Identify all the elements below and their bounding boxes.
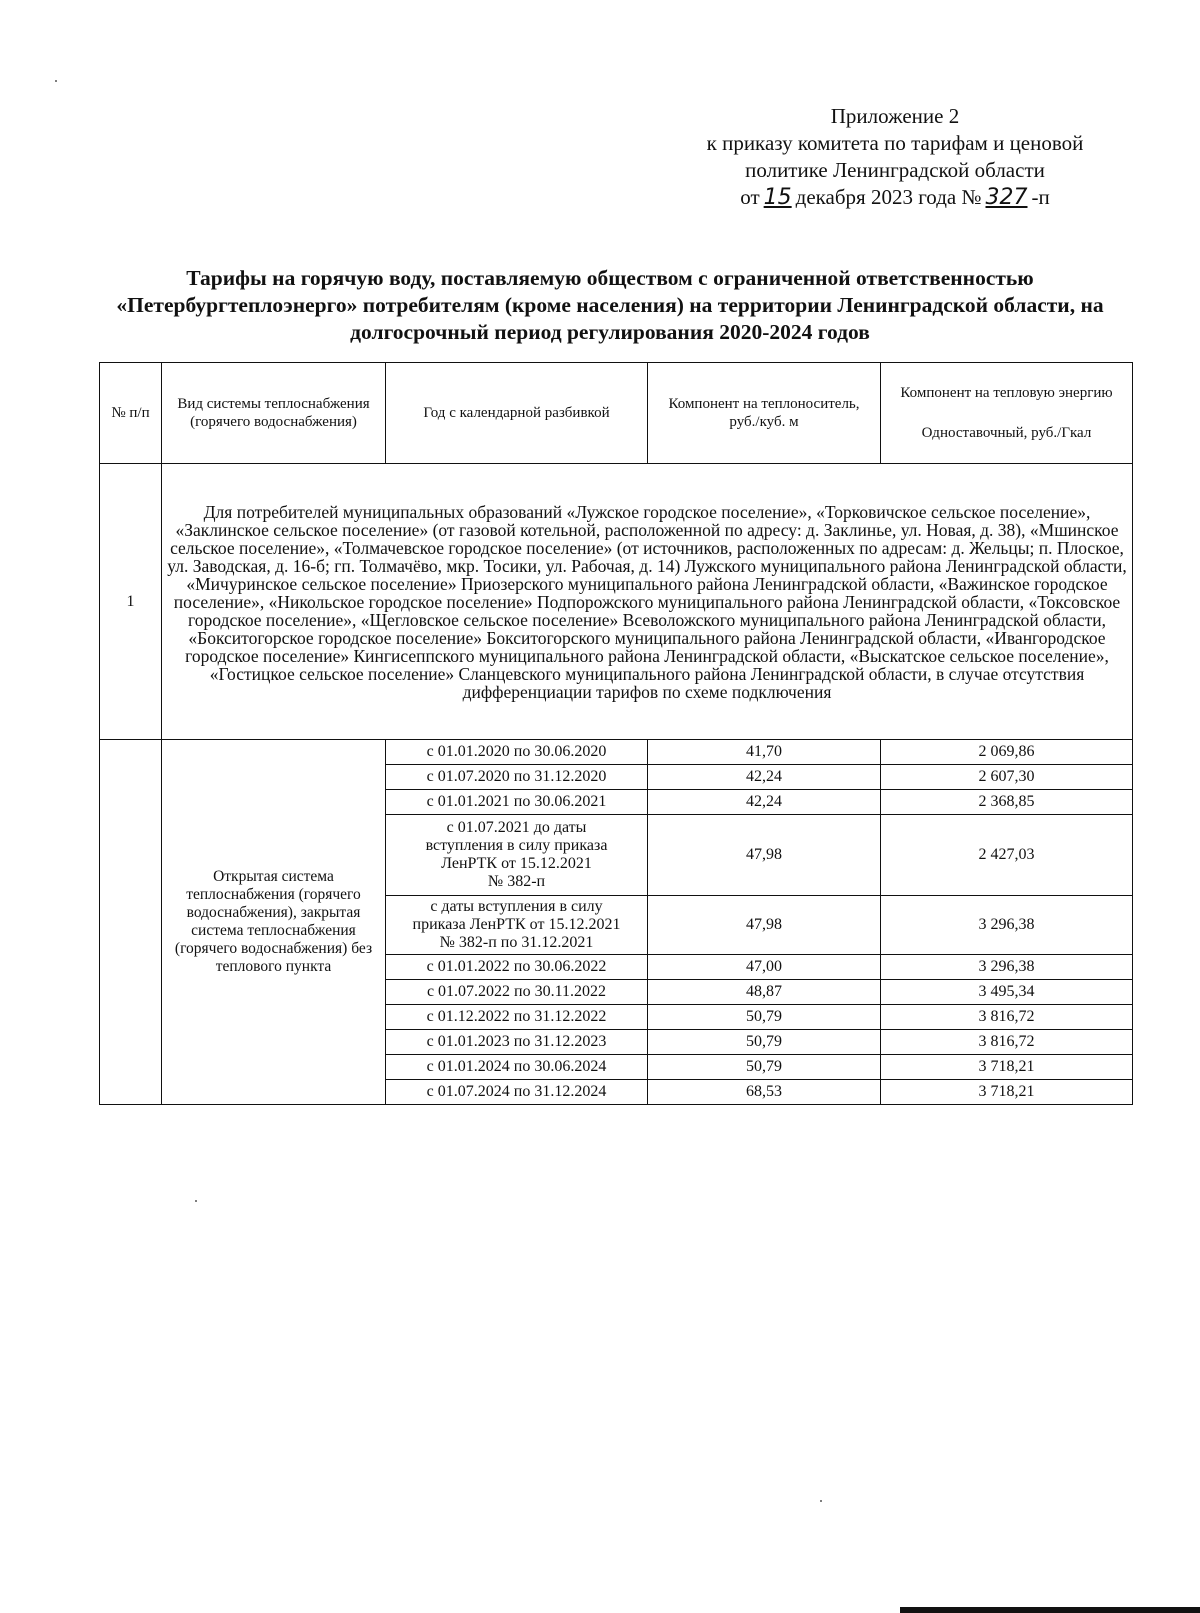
period-line: с 01.07.2021 до даты — [446, 819, 587, 836]
carrier-value: 41,70 — [648, 740, 881, 765]
period-cell: с 01.07.2020 по 31.12.2020 — [386, 765, 648, 790]
heat-value: 2 069,86 — [881, 740, 1133, 765]
period-line: приказа ЛенРТК от 15.12.2021 — [412, 916, 621, 933]
carrier-value: 47,00 — [648, 955, 881, 980]
table-row — [100, 740, 1133, 765]
heat-value: 3 296,38 — [881, 896, 1133, 955]
period-cell: с 01.01.2023 по 31.12.2023 — [386, 1030, 648, 1055]
carrier-value: 42,24 — [648, 765, 881, 790]
period-line: № 382-п — [487, 873, 546, 890]
carrier-value: 68,53 — [648, 1080, 881, 1105]
period-cell: с 01.07.2024 по 31.12.2024 — [386, 1080, 648, 1105]
period-line: ЛенРТК от 15.12.2021 — [441, 855, 592, 872]
carrier-value: 42,24 — [648, 790, 881, 815]
handwritten-order-number: 327 — [985, 185, 1028, 210]
appendix-date-line — [660, 184, 1130, 211]
period-cell: с 01.01.2024 по 30.06.2024 — [386, 1055, 648, 1080]
tariff-table — [99, 362, 1133, 1105]
appendix-line-3: политике Ленинградской области — [745, 158, 1045, 182]
period-cell: с 01.01.2022 по 30.06.2022 — [386, 955, 648, 980]
header-period: Год с календарной разбивкой — [386, 363, 648, 464]
period-line: № 382-п по 31.12.2021 — [439, 934, 594, 951]
scan-speck — [820, 1500, 822, 1502]
period-cell: с 01.01.2021 по 30.06.2021 — [386, 790, 648, 815]
scope-description: Для потребителей муниципальных образований «Лужское городское поселение», «Торковичское сельское поселение», «Заклинское сельское поселение» (от газовой котельной, расположенной по адресу: д. Заклинье, ул. Новая, д. 38), «Мшинское сельское поселение», «Толмачевское городское поселение» (от источников, расположенных по адресам: д. Жельцы; п. Плоское, ул. Заводская, д. 16-б; гп. Толмачёво, мкр. Тосики, ул. Рабочая, д. 14) Лужского муниципального района Ленинградской области, «Мичуринское сельское поселение» Приозерского муниципального района Ленинградской области, «Важинское городское поселение», «Никольское городское поселение» Подпорожского муниципального района Ленинградской области, «Токсовское городское поселение», «Щегловское сельское поселение» Всеволожского муниципального района Ленинградской области, «Бокситогорское городское поселение» Бокситогорского муниципального района Ленинградской области, «Ивангородское городское поселение» Кингисеппского муниципального района Ленинградской области, «Выскатское сельское поселение», «Гостицкое сельское поселение» Сланцевского муниципального района Ленинградской области, в случае отсутствия дифференциации тарифов по схеме подключения — [162, 464, 1133, 740]
heat-value: 2 427,03 — [881, 815, 1133, 896]
period-cell: с 01.07.2022 по 30.11.2022 — [386, 980, 648, 1005]
header-system-type: Вид системы теплоснабжения (горячего водоснабжения) — [162, 363, 386, 464]
carrier-value: 50,79 — [648, 1005, 881, 1030]
order-suffix: -п — [1031, 185, 1050, 209]
heat-value: 3 296,38 — [881, 955, 1133, 980]
scan-edge-shadow — [900, 1607, 1200, 1613]
heat-value: 3 816,72 — [881, 1005, 1133, 1030]
row-number: 1 — [100, 464, 162, 740]
period-cell — [386, 896, 648, 955]
heat-value: 3 718,21 — [881, 1055, 1133, 1080]
carrier-value: 48,87 — [648, 980, 881, 1005]
period-cell — [386, 815, 648, 896]
heat-value: 3 495,34 — [881, 980, 1133, 1005]
empty-number-cell — [100, 740, 162, 1105]
period-cell: с 01.01.2020 по 30.06.2020 — [386, 740, 648, 765]
heat-value: 3 718,21 — [881, 1080, 1133, 1105]
header-heat-component — [881, 363, 1133, 464]
period-line: с даты вступления в силу — [430, 898, 603, 915]
appendix-header — [660, 103, 1130, 211]
heat-value: 3 816,72 — [881, 1030, 1133, 1055]
period-cell: с 01.12.2022 по 31.12.2022 — [386, 1005, 648, 1030]
period-line: вступления в силу приказа — [425, 837, 608, 854]
header-heat-title: Компонент на тепловую энергию — [900, 385, 1113, 401]
scan-speck — [55, 80, 57, 82]
appendix-line-1: Приложение 2 — [830, 104, 960, 128]
date-prefix: от — [740, 185, 760, 209]
heat-value: 2 368,85 — [881, 790, 1133, 815]
scan-speck — [195, 1200, 197, 1202]
appendix-line-2: к приказу комитета по тарифам и ценовой — [706, 131, 1084, 155]
handwritten-day: 15 — [763, 185, 792, 210]
carrier-value: 50,79 — [648, 1030, 881, 1055]
carrier-value: 47,98 — [648, 815, 881, 896]
header-number: № п/п — [100, 363, 162, 464]
carrier-value: 50,79 — [648, 1055, 881, 1080]
scope-row — [100, 464, 1133, 740]
carrier-value: 47,98 — [648, 896, 881, 955]
document-title: Тарифы на горячую воду, поставляемую обществом с ограниченной ответственностью «Петербургтеплоэнерго» потребителям (кроме населения) на территории Ленинградской области, на долгосрочный период регулирования 2020-2024 годов — [116, 266, 1104, 344]
system-type-cell: Открытая система теплоснабжения (горячего водоснабжения), закрытая система теплоснабжения (горячего водоснабжения) без теплового пункта — [162, 740, 386, 1105]
header-heat-subtitle: Одноставочный, руб./Гкал — [921, 425, 1092, 441]
header-carrier-component: Компонент на теплоноситель, руб./куб. м — [648, 363, 881, 464]
date-month-year: декабря 2023 года № — [795, 185, 982, 209]
heat-value: 2 607,30 — [881, 765, 1133, 790]
table-header-row — [100, 363, 1133, 464]
